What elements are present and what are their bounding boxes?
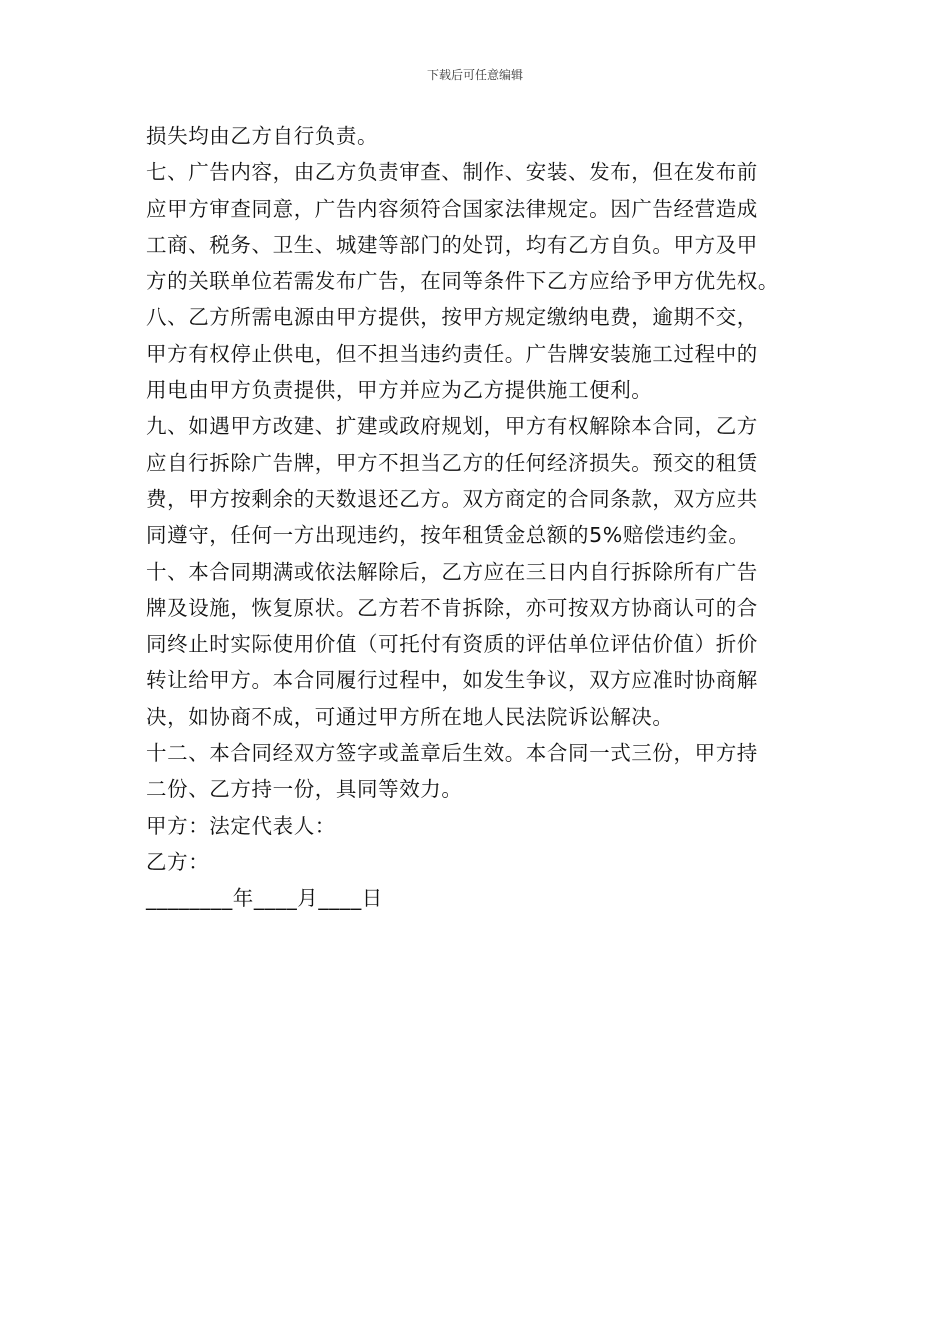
party-a-signature-line: 甲方：法定代表人： <box>146 813 336 838</box>
body-line: 二份、乙方持一份，具同等效力。 <box>146 777 463 802</box>
body-line: 甲方有权停止供电，但不担当违约责任。广告牌安装施工过程中的 <box>146 341 758 366</box>
body-line: 十二、本合同经双方签字或盖章后生效。本合同一式三份，甲方持 <box>146 741 758 766</box>
body-line: 应甲方审查同意，广告内容须符合国家法律规定。因广告经营造成 <box>146 196 758 221</box>
body-line: 应自行拆除广告牌，甲方不担当乙方的任何经济损失。预交的租赁 <box>146 450 758 475</box>
body-line: 损失均由乙方自行负责。 <box>146 124 379 148</box>
party-b-signature-line: 乙方： <box>146 849 210 874</box>
body-line: 费，甲方按剩余的天数退还乙方。双方商定的合同条款，双方应共 <box>146 486 758 511</box>
contract-body <box>146 118 806 917</box>
body-line: 决，如协商不成，可通过甲方所在地人民法院诉讼解决。 <box>146 704 674 729</box>
body-line: 转让给甲方。本合同履行过程中，如发生争议，双方应准时协商解 <box>146 668 758 693</box>
body-line: 九、如遇甲方改建、扩建或政府规划，甲方有权解除本合同，乙方 <box>146 414 758 439</box>
date-line: ________年____月____日 <box>146 886 383 911</box>
body-line: 工商、税务、卫生、城建等部门的处罚，均有乙方自负。甲方及甲 <box>146 232 758 257</box>
body-line: 八、乙方所需电源由甲方提供，按甲方规定缴纳电费，逾期不交， <box>146 305 758 330</box>
body-line: 牌及设施，恢复原状。乙方若不肯拆除，亦可按双方协商认可的合 <box>146 595 758 620</box>
body-line: 用电由甲方负责提供，甲方并应为乙方提供施工便利。 <box>146 378 653 403</box>
body-line: 同终止时实际使用价值（可托付有资质的评估单位评估价值）折价 <box>146 632 758 657</box>
body-line: 方的关联单位若需发布广告，在同等条件下乙方应给予甲方优先权。 <box>146 269 779 294</box>
body-line: 十、本合同期满或依法解除后，乙方应在三日内自行拆除所有广告 <box>146 559 758 584</box>
body-line: 七、广告内容，由乙方负责审查、制作、安装、发布，但在发布前 <box>146 160 758 185</box>
page-header: 下载后可任意编辑 <box>426 68 523 82</box>
body-line: 同遵守，任何一方出现违约，按年租赁金总额的5%赔偿违约金。 <box>146 523 750 548</box>
